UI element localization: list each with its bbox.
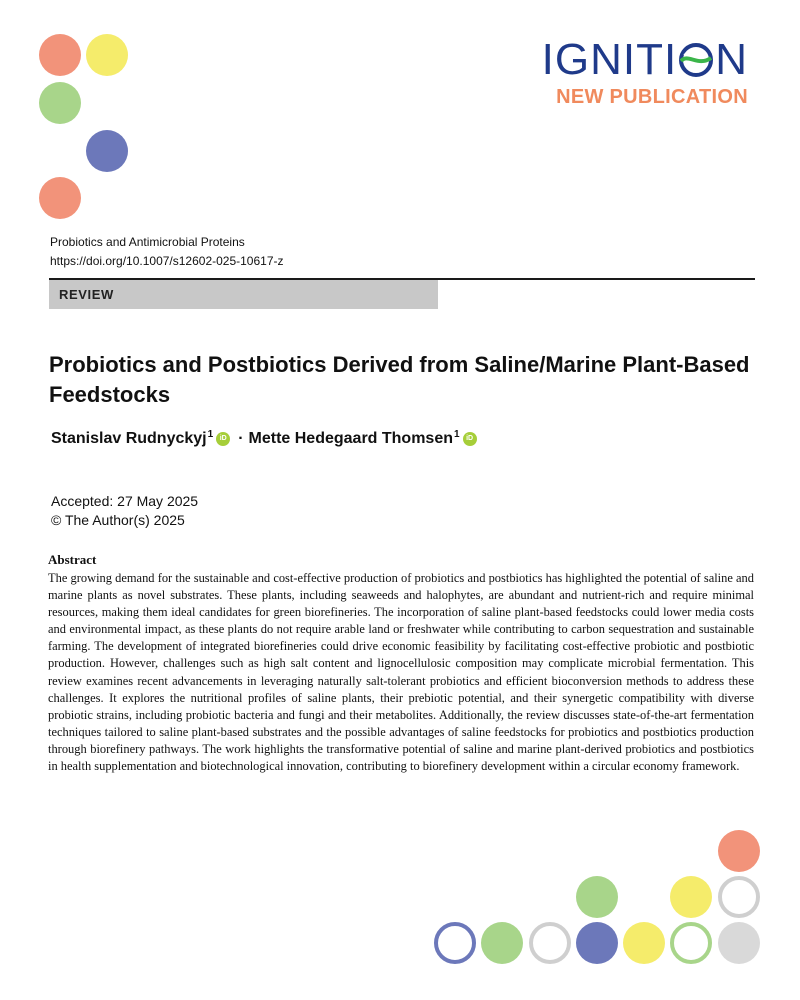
ignition-logo [541, 35, 748, 109]
accepted-date: Accepted: 27 May 2025 [51, 493, 199, 509]
logo-globe-icon [678, 42, 714, 78]
author-list [51, 430, 480, 448]
decor-dot-green-3 [481, 922, 523, 964]
decor-dot-yellow-1 [86, 34, 128, 76]
author-name-2[interactable]: Mette Hedegaard Thomsen [248, 430, 453, 447]
author-affiliation-2: 1 [454, 428, 460, 440]
decor-dot-salmon-3 [718, 830, 760, 872]
decor-dot-salmon-2 [39, 177, 81, 219]
decor-dot-green-1 [39, 82, 81, 124]
doi-link[interactable]: https://doi.org/10.1007/s12602-025-10617-z [50, 254, 284, 268]
logo-subtitle: NEW PUBLICATION [556, 86, 748, 108]
publication-dates [51, 492, 198, 530]
copyright-notice: © The Author(s) 2025 [51, 512, 185, 528]
decor-ring-green [670, 922, 712, 964]
decor-dot-yellow-2 [670, 876, 712, 918]
decor-ring-blue [434, 922, 476, 964]
logo-text-left: IGNITI [541, 35, 678, 84]
decor-ring-gray-2 [529, 922, 571, 964]
author-affiliation-1: 1 [207, 428, 214, 440]
abstract-heading: Abstract [48, 552, 97, 567]
abstract-text: The growing demand for the sustainable and cost-effective production of probiotics and postbiotics has highlighted the potential of saline and marine plants as novel substrates. These plants, including seaweeds and halophytes, are abundant and nutrient-rich and require minimal resources, making them ideal candidates for green biorefineries. The incorporation of saline plant-based feedstocks could lower media costs and environmental impact, as these plants do not require arable land or freshwater while contributing to carbon sequestration and sustainable farming. The development of integrated biorefineries could drive economic feasibility by facilitating cost-effective probiotic and postbiotic production. However, challenges such as high salt content and lignocellulosic composition may complicate microbial fermentation. This review examines recent advancements in leveraging naturally salt-tolerant probiotics and efficient bioconversion methods to address these challenges. It explores the nutritional profiles of saline plants, their prebiotic potential, and their synergetic compatibility with diverse probiotic strains, including probiotic bacteria and fungi and their metabolites. Additionally, the review discusses state-of-the-art fermentation techniques tailored to saline plant-based substrates and the possible advantages of saline feedstocks for probiotics and postbiotics production through biorefinery pathways. The work highlights the transformative potential of saline and marine plant-derived probiotics and postbiotics in health supplementation and biotechnological innovation, contributing to biorefinery development within a circular economy framework. [48, 571, 754, 774]
decor-dot-salmon-1 [39, 34, 81, 76]
author-separator: · [238, 430, 244, 447]
decor-dot-yellow-3 [623, 922, 665, 964]
section-label: REVIEW [49, 280, 438, 309]
logo-wordmark [541, 35, 748, 84]
decor-ring-gray-1 [718, 876, 760, 918]
decor-dot-green-2 [576, 876, 618, 918]
journal-info [50, 233, 284, 271]
logo-text-right: N [715, 35, 748, 84]
author-name-1[interactable]: Stanislav Rudnyckyj [51, 430, 207, 447]
decor-dot-blue-2 [576, 922, 618, 964]
journal-name: Probiotics and Antimicrobial Proteins [50, 235, 245, 249]
orcid-icon-1[interactable]: iD [216, 432, 230, 446]
orcid-icon-2[interactable]: iD [463, 432, 477, 446]
decor-dot-blue-1 [86, 130, 128, 172]
article-title: Probiotics and Postbiotics Derived from Saline/Marine Plant-Based Feedstocks [49, 352, 750, 407]
decor-dot-gray [718, 922, 760, 964]
